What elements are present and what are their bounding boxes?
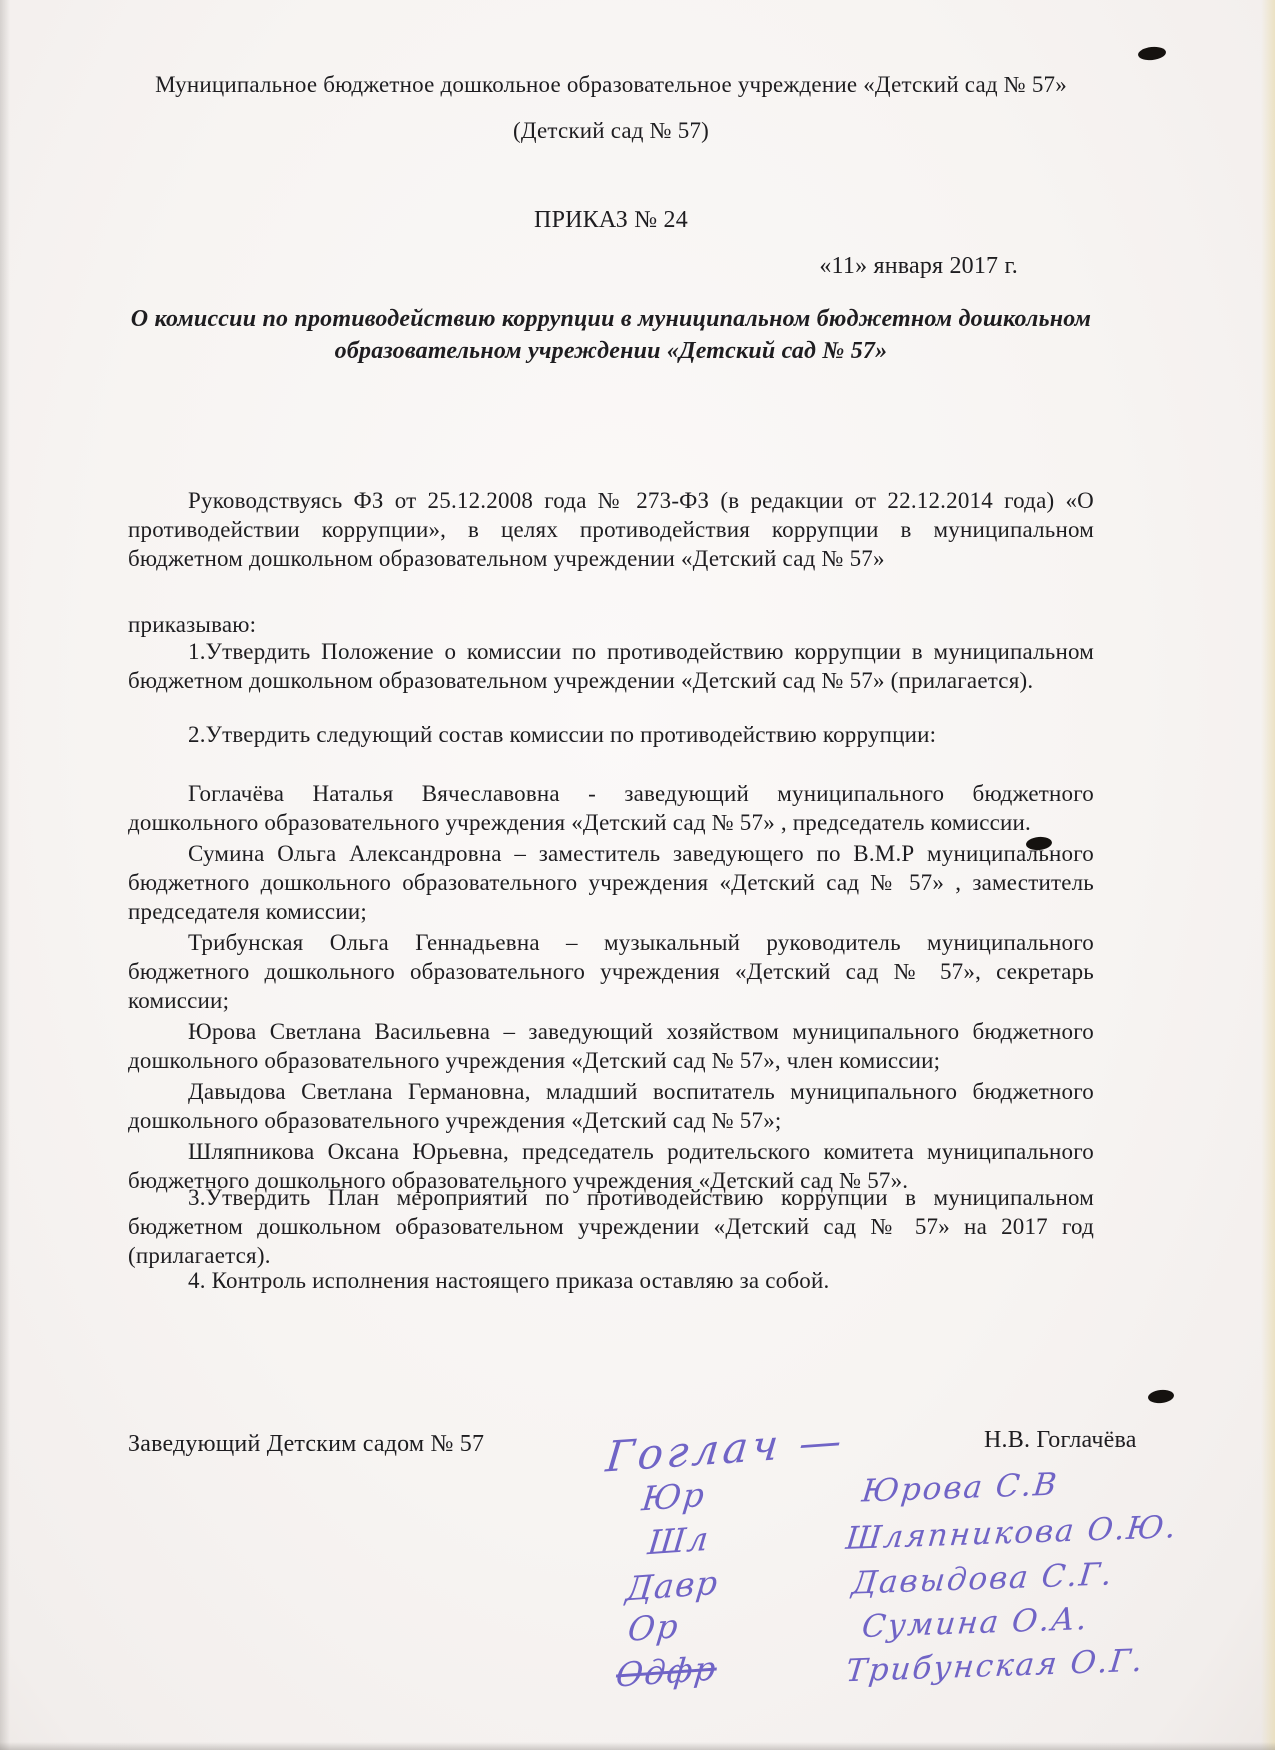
- handwritten-name-shlyapnikova: Шляпникова О.Ю.: [844, 1509, 1180, 1557]
- member-yurova: Юрова Светлана Васильевна – заведующий хозяйством муниципального бюджетного дошкольного образовательного учреждения «Детский сад № 57», член комиссии;: [128, 1019, 1094, 1073]
- signature-scribble-sumina: Ор: [625, 1606, 682, 1649]
- signature-scribble-crossed: Одфр: [614, 1648, 719, 1695]
- order-item-3: 3.Утвердить План мероприятий по противодействию коррупции в муниципальном бюджетном дошкольном образовательном учреждении «Детский сад № 57» на 2017 год (прилагается).: [128, 1185, 1094, 1268]
- member-davydova: Давыдова Светлана Германовна, младший воспитатель муниципального бюджетного дошкольного образовательного учреждения «Детский сад № 57»;: [128, 1079, 1094, 1133]
- signature-scribble-yurova: Юр: [640, 1474, 708, 1519]
- handwritten-name-davydova: Давыдова С.Г.: [850, 1556, 1116, 1602]
- member-tribunskaya: Трибунская Ольга Геннадьевна – музыкальный руководитель муниципального бюджетного дошкольного образовательного учреждения «Детский сад № 57», секретарь комиссии;: [128, 930, 1094, 1013]
- handwritten-name-yurova: Юрова С.В: [860, 1466, 1061, 1510]
- member-shlyapnikova: Шляпникова Оксана Юрьевна, председатель родительского комитета муниципального бюджетного дошкольного образовательного учреждения «Детский сад № 57».: [128, 1139, 1094, 1193]
- organization-name: Муниципальное бюджетное дошкольное образовательное учреждение «Детский сад № 57»: [155, 72, 1067, 97]
- order-subject: О комиссии по противодействию коррупции в муниципальном бюджетном дошкольном образовательном учреждении «Детский сад № 57»: [130, 306, 1092, 364]
- scan-edge-bottom: [0, 1742, 1275, 1750]
- decree-word: приказываю:: [128, 612, 257, 637]
- order-item-1: 1.Утвердить Положение о комиссии по противодействию коррупции в муниципальном бюджетном дошкольном образовательном учреждении «Детский сад № 57» (прилагается).: [128, 639, 1094, 693]
- scan-spot: [1137, 46, 1166, 62]
- commission-members-list: [128, 779, 1094, 1197]
- signature-scribble-goglacheva: Гоглач —: [603, 1415, 848, 1482]
- scan-edge-right: [1261, 0, 1275, 1750]
- scan-edge-left: [0, 0, 10, 1750]
- signature-scribble-davydova: Давр: [624, 1562, 721, 1609]
- member-goglacheva: Гоглачёва Наталья Вячеславовна - заведующий муниципального бюджетного дошкольного образовательного учреждения «Детский сад № 57» , председатель комиссии.: [128, 781, 1094, 835]
- handwritten-name-tribunskaya: Трибунская О.Г.: [844, 1642, 1147, 1690]
- handwritten-name-sumina: Сумина О.А.: [860, 1600, 1091, 1646]
- order-item-2: 2.Утвердить следующий состав комиссии по противодействию коррупции:: [188, 722, 937, 747]
- signature-scribble-shlyapnikova: Шл: [646, 1518, 712, 1563]
- signatory-name: Н.В. Гоглачёва: [984, 1427, 1137, 1453]
- order-date: «11» января 2017 г.: [819, 253, 1018, 279]
- member-sumina: Сумина Ольга Александровна – заместитель заведующего по В.М.Р муниципального бюджетного дошкольного образовательного учреждения «Детский сад № 57» , заместитель председателя комиссии;: [128, 841, 1094, 924]
- order-title: ПРИКАЗ № 24: [534, 207, 688, 233]
- order-item-4: 4. Контроль исполнения настоящего приказа оставляю за собой.: [188, 1268, 830, 1293]
- scan-spot: [1147, 1389, 1174, 1405]
- organization-short-name: (Детский сад № 57): [512, 118, 710, 143]
- preamble-paragraph: Руководствуясь ФЗ от 25.12.2008 года № 273-ФЗ (в редакции от 22.12.2014 года) «О противодействии коррупции», в целях противодействия коррупции в муниципальном бюджетном дошкольном образовательном учреждении «Детский сад № 57»: [128, 488, 1094, 571]
- signatory-position: Заведующий Детским садом № 57: [128, 1431, 485, 1457]
